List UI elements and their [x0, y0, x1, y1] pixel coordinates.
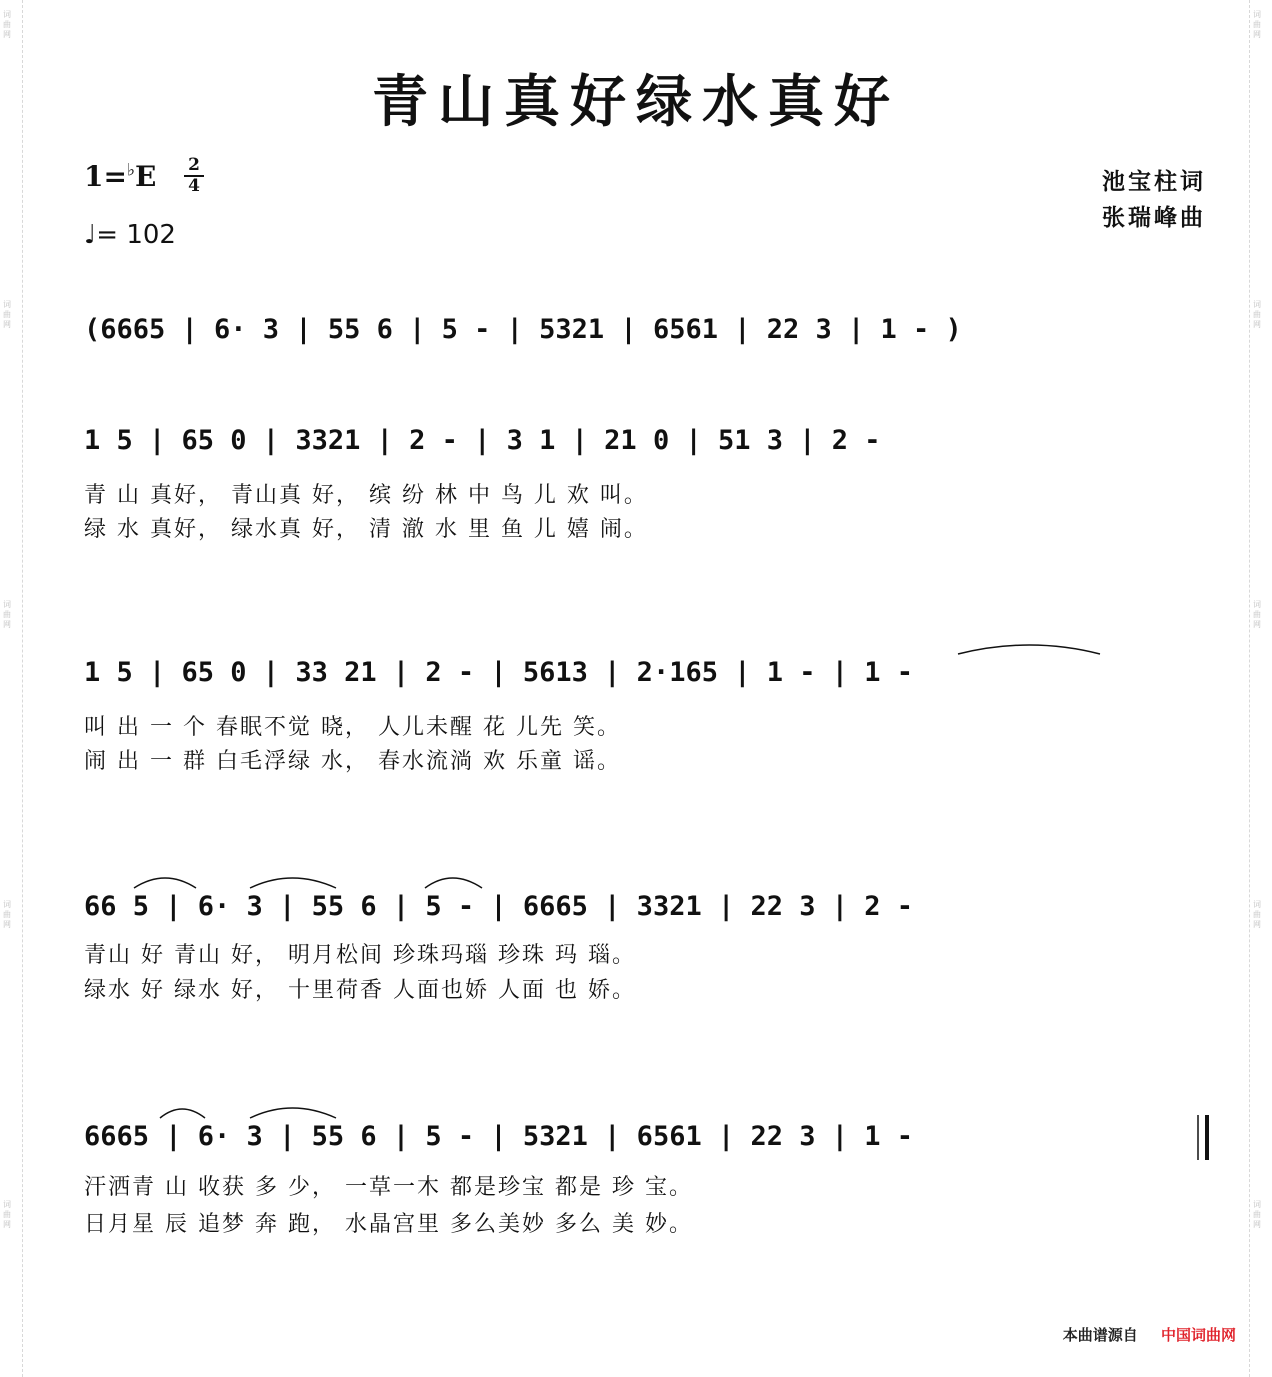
slur	[160, 1109, 205, 1118]
slur	[425, 878, 482, 888]
lyricist-credit: 池宝柱词	[1102, 168, 1206, 195]
notation-line: 1 5 | 65 0 | 3321 | 2 - | 3 1 | 21 0 | 51 3 | 2 -	[84, 425, 881, 456]
quarter-note-icon: ♩	[84, 220, 97, 250]
key-prefix: 1=	[84, 160, 127, 193]
lyric-line: 青 山 真好， 青山真 好， 缤 纷 林 中 鸟 儿 欢 叫。	[84, 483, 648, 508]
watermark-text: 词曲网	[1253, 1200, 1261, 1229]
key-note: E	[134, 160, 157, 193]
lyric-line: 汗洒青 山 收获 多 少， 一草一木 都是珍宝 都是 珍 宝。	[84, 1175, 693, 1200]
notation-line: (6665 | 6· 3 | 55 6 | 5 - | 5321 | 6561 | 22 3 | 1 - )	[84, 314, 962, 345]
watermark-text: 词曲网	[1253, 10, 1261, 39]
slur	[958, 645, 1100, 654]
lyric-line: 绿水 好 绿水 好， 十里荷香 人面也娇 人面 也 娇。	[84, 978, 636, 1003]
notation-line: 6665 | 6· 3 | 55 6 | 5 - | 5321 | 6561 | 22 3 | 1 -	[84, 1121, 914, 1152]
watermark-text: 词曲网	[3, 600, 11, 629]
source-site-link[interactable]: 中国词曲网	[1160, 1326, 1236, 1344]
notation-line: 1 5 | 65 0 | 33 21 | 2 - | 5613 | 2·165 | 1 - | 1 -	[84, 657, 914, 688]
lyric-line: 青山 好 青山 好， 明月松间 珍珠玛瑙 珍珠 玛 瑙。	[84, 943, 636, 968]
tempo-value: = 102	[96, 220, 176, 250]
final-barline	[1198, 1115, 1207, 1160]
watermark-text: 词曲网	[1253, 300, 1261, 329]
slur	[134, 878, 196, 888]
source-footer	[1063, 1324, 1236, 1345]
source-label: 本曲谱源自	[1062, 1326, 1138, 1344]
composer-credit: 张瑞峰曲	[1102, 204, 1206, 231]
time-signature-top: 2	[188, 155, 200, 175]
lyric-line: 绿 水 真好， 绿水真 好， 清 澈 水 里 鱼 儿 嬉 闹。	[84, 517, 648, 542]
song-title: 青山真好绿水真好	[372, 69, 900, 135]
watermark-text: 词曲网	[3, 900, 11, 929]
watermark-text: 词曲网	[3, 1200, 11, 1229]
watermark-text: 词曲网	[3, 10, 11, 39]
lyric-line: 日月星 辰 追梦 奔 跑， 水晶宫里 多么美妙 多么 美 妙。	[84, 1212, 693, 1237]
flat-sign: ♭	[126, 160, 135, 181]
lyric-line: 叫 出 一 个 春眠不觉 晓， 人儿未醒 花 儿先 笑。	[84, 715, 621, 740]
watermark-text: 词曲网	[1253, 900, 1261, 929]
watermark-text: 词曲网	[1253, 600, 1261, 629]
time-signature-bottom: 4	[184, 175, 204, 196]
watermark-text: 词曲网	[3, 300, 11, 329]
lyric-line: 闹 出 一 群 白毛浮绿 水， 春水流淌 欢 乐童 谣。	[84, 749, 621, 774]
notation-line: 66 5 | 6· 3 | 55 6 | 5 - | 6665 | 3321 | 22 3 | 2 -	[84, 891, 914, 922]
slur	[250, 1108, 336, 1118]
slur	[250, 878, 336, 888]
